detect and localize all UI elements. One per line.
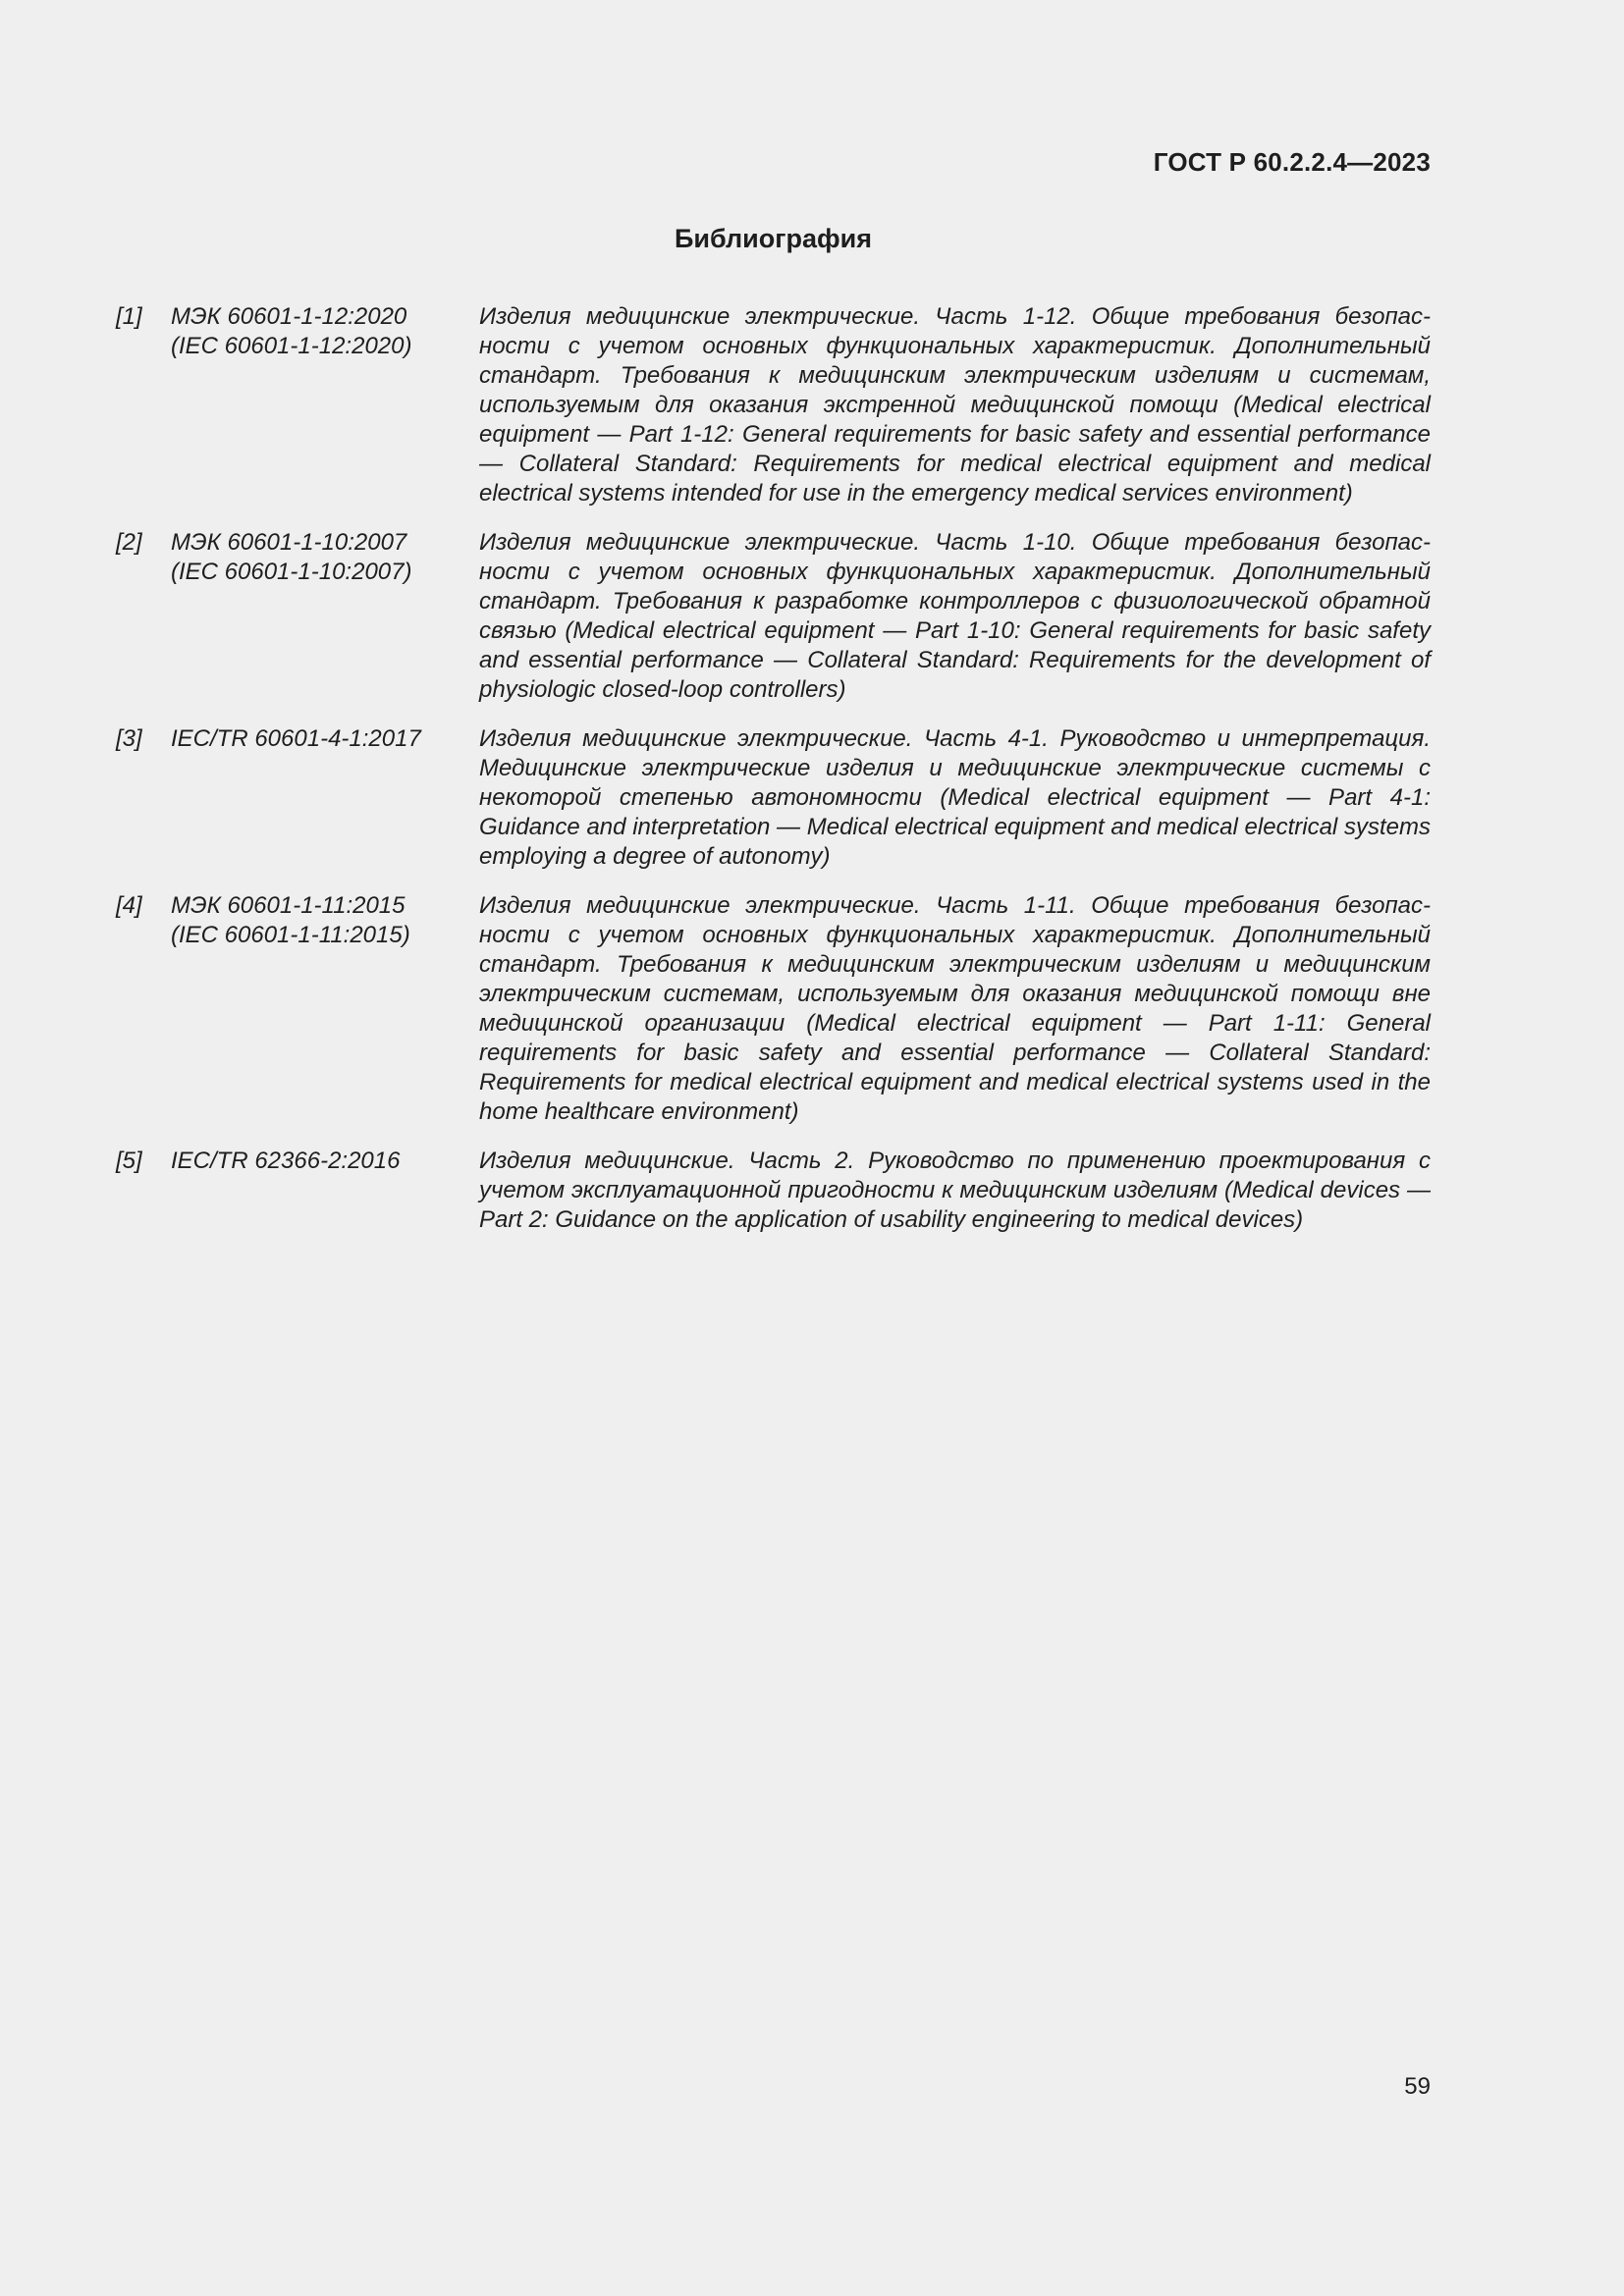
entry-number: [3] <box>116 725 142 752</box>
bibliography-list <box>116 302 1431 1255</box>
bibliography-entry <box>116 1147 1431 1235</box>
entry-reference: IEC/TR 62366-2:2016 <box>171 1148 401 1174</box>
section-title: Библиография <box>675 224 872 253</box>
bibliography-entry <box>116 302 1431 508</box>
entry-reference: МЭК 60601-1-12:2020 (IEC 60601-1-12:2020) <box>171 303 412 359</box>
page-number: 59 <box>1404 2073 1431 2100</box>
bibliography-entry <box>116 724 1431 872</box>
entry-description: Изделия медицинские электрические. Часть 1-11. Общие требования безопасности с учетом основных функциональных характеристик. Дополнительный стандарт. Требования к медицинским электрическим изделиям и медицинским электрическим системам, используемым для оказания медицинской помощи вне медицинской организации (Medical electrical equipment — Part 1-11: General requirements for basic safety and essential performance — Collateral Standard: Requirements for medical electrical equipment and medical electrical systems used in the home healthcare environment) <box>479 892 1431 1125</box>
document-code: ГОСТ Р 60.2.2.4—2023 <box>1153 147 1431 177</box>
entry-description: Изделия медицинские электрические. Часть 1-10. Общие требования безопасности с учетом основных функциональных характеристик. Дополнительный стандарт. Требования к разработке контроллеров с физиологической обратной связью (Medical electrical equipment — Part 1-10: General requirements for basic safety and essential performance — Collateral Standard: Requirements for the development of physiologic closed-loop controllers) <box>479 529 1431 703</box>
entry-number: [5] <box>116 1148 142 1174</box>
entry-description: Изделия медицинские. Часть 2. Руководство по применению проектирования с учетом эксплуатационной пригодности к медицинским изделиям (Medical devices — Part 2: Guidance on the application of usability engineering to medical devices) <box>479 1148 1431 1233</box>
entry-description: Изделия медицинские электрические. Часть 4-1. Руководство и интерпретация. Медицинские электрические изделия и медицинские электрические системы с некоторой степенью автономности (Medical electrical equipment — Part 4-1: Guidance and interpretation — Medical electrical equipment and medical electrical systems employing a degree of autonomy) <box>479 725 1431 870</box>
bibliography-entry <box>116 891 1431 1127</box>
entry-reference: МЭК 60601-1-11:2015 (IEC 60601-1-11:2015) <box>171 892 410 948</box>
entry-reference: IEC/TR 60601-4-1:2017 <box>171 725 421 752</box>
entry-number: [2] <box>116 529 142 556</box>
entry-description: Изделия медицинские электрические. Часть 1-12. Общие требования безопасности с учетом основных функциональных характеристик. Дополнительный стандарт. Требования к медицинским электрическим изделиям и системам, используемым для оказания экстренной медицинской помощи (Medical electrical equipment — Part 1-12: General requirements for basic safety and essential performance — Collateral Standard: Requirements for medical electrical equipment and medical electrical systems intended for use in the emergency medical services environment) <box>479 303 1431 507</box>
bibliography-entry <box>116 528 1431 705</box>
entry-reference: МЭК 60601-1-10:2007 (IEC 60601-1-10:2007) <box>171 529 412 585</box>
entry-number: [1] <box>116 303 142 330</box>
entry-number: [4] <box>116 892 142 919</box>
